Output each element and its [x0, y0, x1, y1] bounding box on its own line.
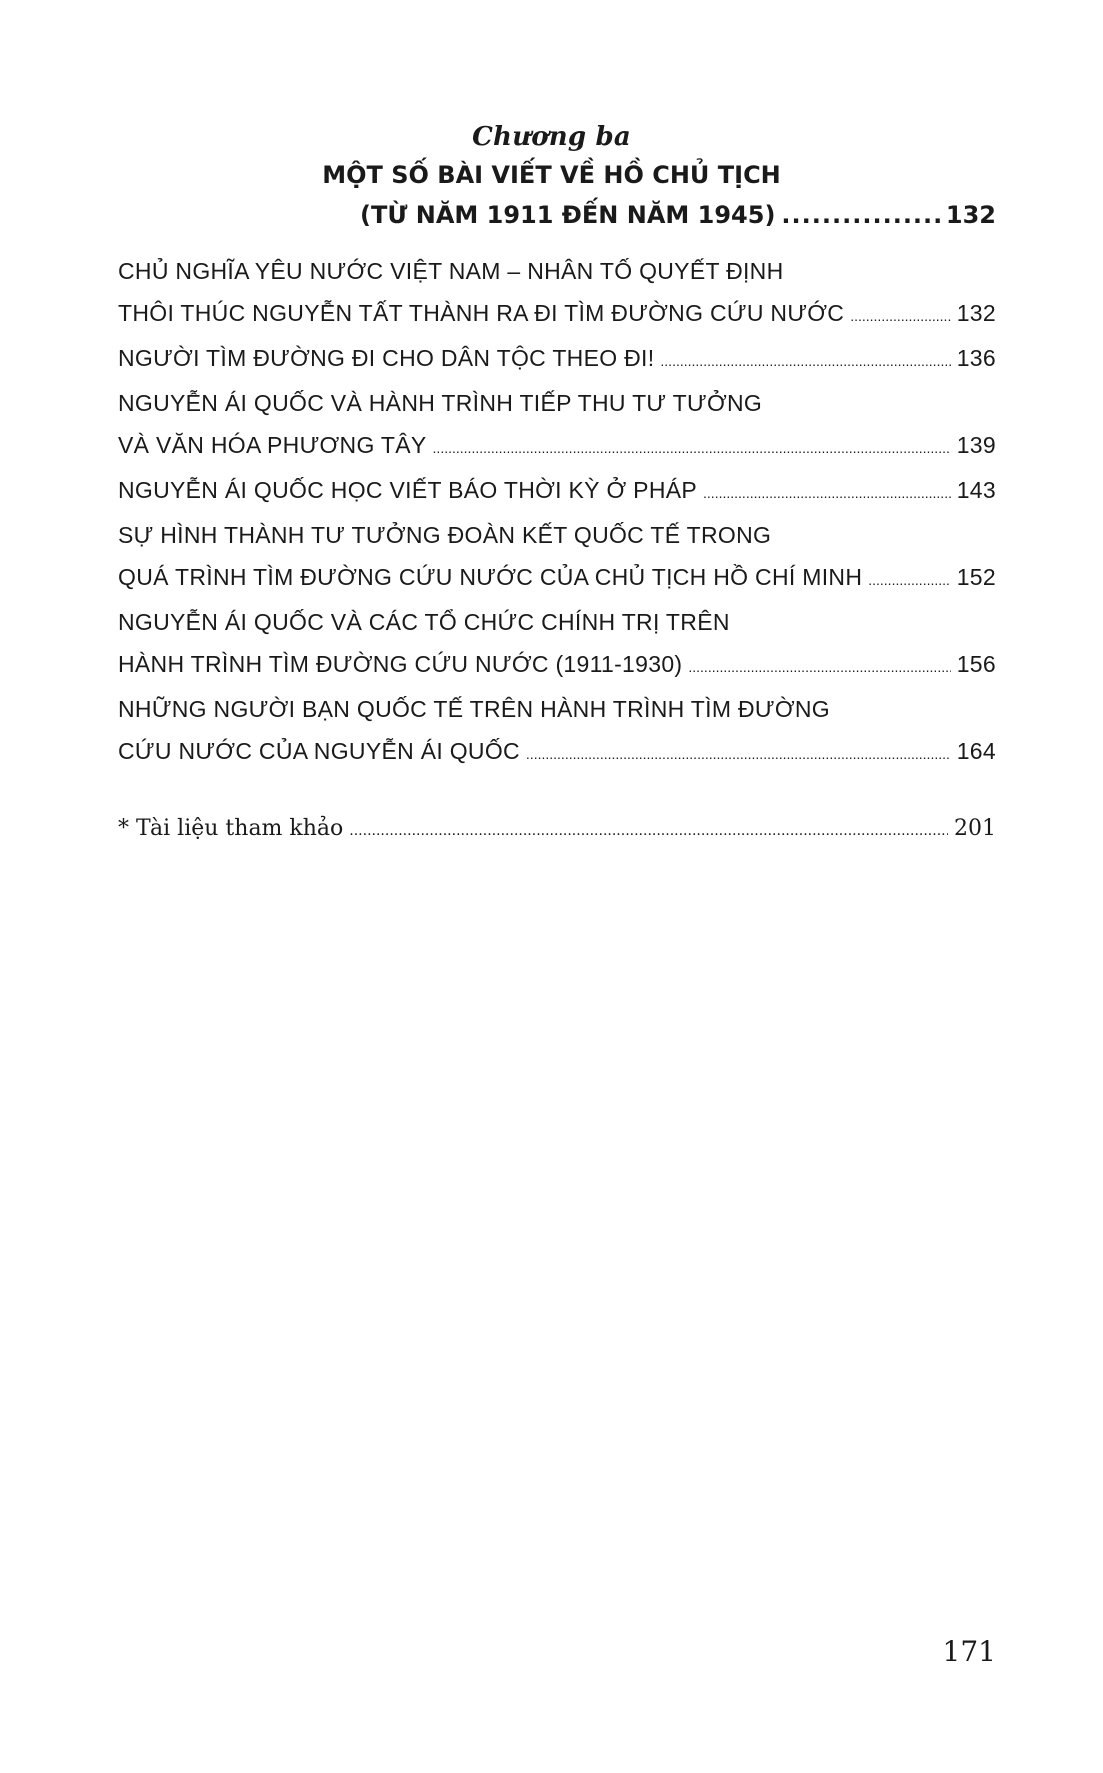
- toc-entry-page-number: 143: [956, 477, 996, 503]
- chapter-subtitle-row: [360, 196, 996, 234]
- toc-entry-last-line: [118, 337, 996, 379]
- toc-entry-line: CHỦ NGHĨA YÊU NƯỚC VIỆT NAM – NHÂN TỐ QUYẾT ĐỊNH: [118, 258, 784, 284]
- toc-entry: [118, 514, 996, 598]
- toc-entry-line: NGƯỜI TÌM ĐƯỜNG ĐI CHO DÂN TỘC THEO ĐI!: [118, 345, 655, 371]
- toc-entry-last-line: [118, 730, 996, 772]
- dot-leader: [781, 196, 939, 234]
- toc-entry-line: THÔI THÚC NGUYỄN TẤT THÀNH RA ĐI TÌM ĐƯỜNG CỨU NƯỚC: [118, 300, 845, 326]
- references-page-number: 201: [954, 816, 996, 841]
- dot-leader: [850, 295, 951, 337]
- toc-entry-page-number: 139: [956, 432, 996, 458]
- chapter-page-number: 132: [945, 201, 996, 229]
- toc-entry-line: NHỮNG NGƯỜI BẠN QUỐC TẾ TRÊN HÀNH TRÌNH TÌM ĐƯỜNG: [118, 696, 830, 722]
- toc-entry-line: VÀ VĂN HÓA PHƯƠNG TÂY: [118, 432, 427, 458]
- dot-leader: [433, 427, 951, 469]
- toc-entry: [118, 250, 996, 334]
- toc-entry-line: CỨU NƯỚC CỦA NGUYỄN ÁI QUỐC: [118, 738, 520, 764]
- chapter-label: Chương ba: [472, 122, 631, 152]
- chapter-heading: [0, 118, 1103, 194]
- toc-entry-page-number: 152: [956, 564, 996, 590]
- toc-entry: [118, 337, 996, 379]
- references-row: [118, 808, 996, 852]
- toc-entry-line: SỰ HÌNH THÀNH TƯ TƯỞNG ĐOÀN KẾT QUỐC TẾ TRONG: [118, 522, 772, 548]
- toc-entry-line: NGUYỄN ÁI QUỐC VÀ CÁC TỔ CHỨC CHÍNH TRỊ TRÊN: [118, 609, 730, 635]
- toc-entry-last-line: [118, 556, 996, 598]
- chapter-subtitle: (TỪ NĂM 1911 ĐẾN NĂM 1945): [360, 201, 776, 229]
- dot-leader: [349, 810, 948, 852]
- chapter-title: MỘT SỐ BÀI VIẾT VỀ HỒ CHỦ TỊCH: [322, 161, 781, 189]
- toc-entry: [118, 688, 996, 772]
- toc-entry: [118, 382, 996, 466]
- dot-leader: [688, 646, 950, 688]
- toc-entry-line: NGUYỄN ÁI QUỐC VÀ HÀNH TRÌNH TIẾP THU TƯ TƯỞNG: [118, 390, 763, 416]
- page-number: 171: [942, 1635, 996, 1668]
- toc-entry-last-line: [118, 292, 996, 334]
- dot-leader: [868, 559, 950, 601]
- dot-leader: [703, 472, 951, 514]
- toc-entry-last-line: [118, 469, 996, 511]
- toc-entry-page-number: 136: [956, 345, 996, 371]
- table-of-contents: [118, 250, 996, 775]
- toc-entry-page-number: 156: [956, 651, 996, 677]
- references-label: * Tài liệu tham khảo: [118, 816, 344, 841]
- toc-entry-line: QUÁ TRÌNH TÌM ĐƯỜNG CỨU NƯỚC CỦA CHỦ TỊCH HỒ CHÍ MINH: [118, 564, 863, 590]
- toc-entry: [118, 469, 996, 511]
- toc-entry-line: NGUYỄN ÁI QUỐC HỌC VIẾT BÁO THỜI KỲ Ở PHÁP: [118, 477, 698, 503]
- toc-entry-page-number: 132: [956, 300, 996, 326]
- toc-entry-last-line: [118, 424, 996, 466]
- toc-entry-last-line: [118, 643, 996, 685]
- toc-entry-line: HÀNH TRÌNH TÌM ĐƯỜNG CỨU NƯỚC (1911-1930): [118, 651, 683, 677]
- toc-entry-page-number: 164: [956, 738, 996, 764]
- toc-entry: [118, 601, 996, 685]
- dot-leader: [660, 340, 950, 382]
- dot-leader: [526, 733, 951, 775]
